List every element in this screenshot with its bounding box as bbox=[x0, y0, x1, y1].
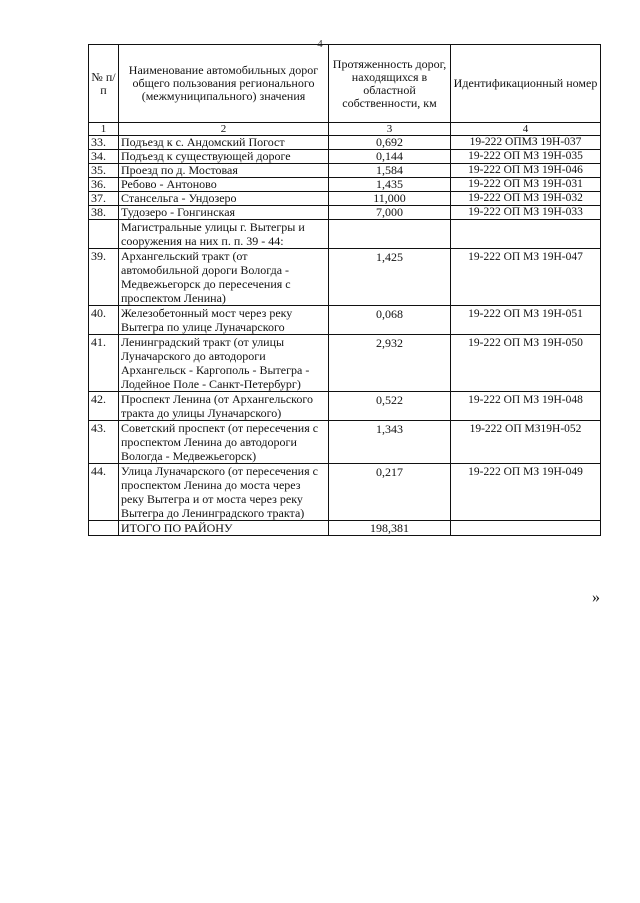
road-length: 2,932 bbox=[329, 335, 451, 392]
road-id: 19-222 ОП МЗ 19Н-035 bbox=[451, 150, 601, 164]
road-length: 0,692 bbox=[329, 136, 451, 150]
road-length: 1,343 bbox=[329, 421, 451, 464]
row-num: 42. bbox=[89, 392, 119, 421]
road-name: Ленинградский тракт (от улицы Луначарского до автодороги Архангельск - Каргополь - Вытегра - Лодейное Поле - Санкт-Петербург) bbox=[119, 335, 329, 392]
road-length: 7,000 bbox=[329, 206, 451, 220]
column-number: 3 bbox=[329, 123, 451, 136]
table-row bbox=[89, 178, 601, 192]
road-length bbox=[329, 220, 451, 249]
road-name: Подъезд к существующей дороге bbox=[119, 150, 329, 164]
road-length: 1,435 bbox=[329, 178, 451, 192]
row-num: 35. bbox=[89, 164, 119, 178]
table-row bbox=[89, 206, 601, 220]
road-id: 19-222 ОП МЗ 19Н-050 bbox=[451, 335, 601, 392]
total-id bbox=[451, 521, 601, 536]
roads-table bbox=[88, 44, 601, 536]
road-length: 1,425 bbox=[329, 249, 451, 306]
road-id: 19-222 ОП МЗ 19Н-033 bbox=[451, 206, 601, 220]
road-name: Советский проспект (от пересечения с проспектом Ленина до автодороги Вологда - Медвежьегорск) bbox=[119, 421, 329, 464]
road-name: Улица Луначарского (от пересечения с проспектом Ленина до моста через реку Вытегра и от моста через реку Вытегра до Ленинградского тракта) bbox=[119, 464, 329, 521]
table-row bbox=[89, 464, 601, 521]
table-row bbox=[89, 421, 601, 464]
road-length: 0,068 bbox=[329, 306, 451, 335]
total-num bbox=[89, 521, 119, 536]
road-name: Ребово - Антоново bbox=[119, 178, 329, 192]
column-number: 2 bbox=[119, 123, 329, 136]
road-name: Тудозеро - Гонгинская bbox=[119, 206, 329, 220]
row-num: 39. bbox=[89, 249, 119, 306]
row-num: 40. bbox=[89, 306, 119, 335]
road-name: Подъезд к с. Андомский Погост bbox=[119, 136, 329, 150]
table-row bbox=[89, 164, 601, 178]
road-id: 19-222 ОП МЗ 19Н-032 bbox=[451, 192, 601, 206]
table-row bbox=[89, 392, 601, 421]
road-name: Проспект Ленина (от Архангельского тракта до улицы Луначарского) bbox=[119, 392, 329, 421]
road-id: 19-222 ОП МЗ 19Н-046 bbox=[451, 164, 601, 178]
page-number: 4 bbox=[317, 38, 323, 50]
road-id: 19-222 ОП МЗ 19Н-051 bbox=[451, 306, 601, 335]
row-num: 44. bbox=[89, 464, 119, 521]
road-length: 1,584 bbox=[329, 164, 451, 178]
header-length: Протяженность дорог, находящихся в областной собственности, км bbox=[329, 45, 451, 123]
road-length: 11,000 bbox=[329, 192, 451, 206]
road-id: 19-222 ОП МЗ19Н-052 bbox=[451, 421, 601, 464]
road-length: 0,522 bbox=[329, 392, 451, 421]
road-name: Проезд по д. Мостовая bbox=[119, 164, 329, 178]
table-row-section-heading bbox=[89, 220, 601, 249]
header-id: Идентификационный номер bbox=[451, 45, 601, 123]
road-name: Архангельский тракт (от автомобильной дороги Вологда - Медвежьегорск до пересечения с проспектом Ленина) bbox=[119, 249, 329, 306]
column-number: 1 bbox=[89, 123, 119, 136]
header-name: Наименование автомобильных дорог общего пользования регионального (межмуниципального) значения bbox=[119, 45, 329, 123]
road-id: 19-222 ОП МЗ 19Н-031 bbox=[451, 178, 601, 192]
column-number: 4 bbox=[451, 123, 601, 136]
road-length: 0,217 bbox=[329, 464, 451, 521]
row-num: 36. bbox=[89, 178, 119, 192]
row-num: 38. bbox=[89, 206, 119, 220]
table-row bbox=[89, 192, 601, 206]
road-id: 19-222 ОПМЗ 19Н-037 bbox=[451, 136, 601, 150]
table-row bbox=[89, 335, 601, 392]
section-heading: Магистральные улицы г. Вытегры и сооружения на них п. п. 39 - 44: bbox=[119, 220, 329, 249]
road-id: 19-222 ОП МЗ 19Н-049 bbox=[451, 464, 601, 521]
road-id: 19-222 ОП МЗ 19Н-048 bbox=[451, 392, 601, 421]
row-num: 43. bbox=[89, 421, 119, 464]
table-header-row bbox=[89, 45, 601, 123]
total-length: 198,381 bbox=[329, 521, 451, 536]
header-num: № п/п bbox=[89, 45, 119, 123]
row-num bbox=[89, 220, 119, 249]
road-length: 0,144 bbox=[329, 150, 451, 164]
road-id: 19-222 ОП МЗ 19Н-047 bbox=[451, 249, 601, 306]
closing-quote: » bbox=[592, 589, 600, 606]
total-row bbox=[89, 521, 601, 536]
row-num: 33. bbox=[89, 136, 119, 150]
road-name: Железобетонный мост через реку Вытегра по улице Луначарского bbox=[119, 306, 329, 335]
column-number-row bbox=[89, 123, 601, 136]
total-label: ИТОГО ПО РАЙОНУ bbox=[119, 521, 329, 536]
table-row bbox=[89, 306, 601, 335]
table-row bbox=[89, 150, 601, 164]
table-row bbox=[89, 136, 601, 150]
road-id bbox=[451, 220, 601, 249]
row-num: 37. bbox=[89, 192, 119, 206]
table-row bbox=[89, 249, 601, 306]
row-num: 34. bbox=[89, 150, 119, 164]
road-name: Стансельга - Ундозеро bbox=[119, 192, 329, 206]
row-num: 41. bbox=[89, 335, 119, 392]
